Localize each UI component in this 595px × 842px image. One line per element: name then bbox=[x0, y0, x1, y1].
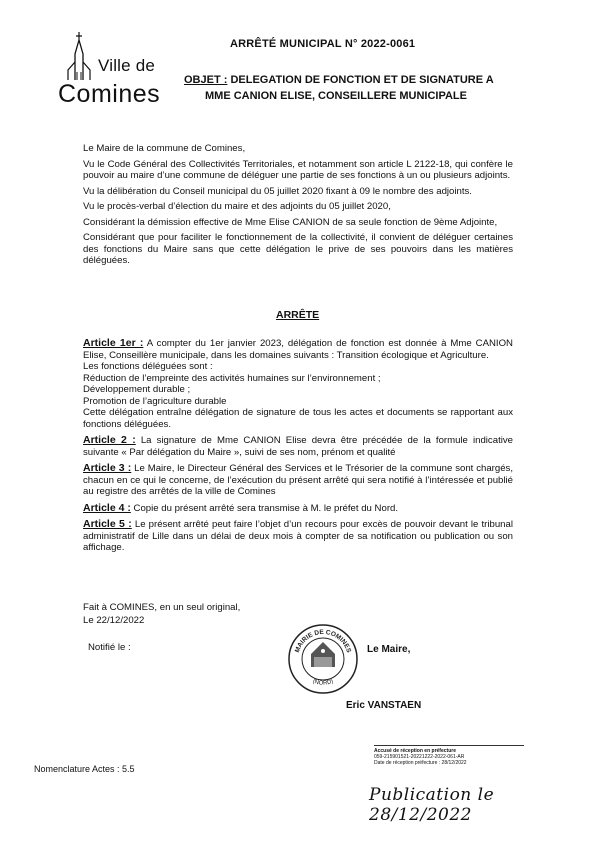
preamble-line: Vu la délibération du Conseil municipal du 05 juillet 2020 fixant à 09 le nombre des adjoints. bbox=[83, 185, 472, 197]
preamble-line: Vu le procès-verbal d’élection du maire et des adjoints du 05 juillet 2020, bbox=[83, 201, 391, 212]
article-5-text: Le présent arrêté peut faire l’objet d’un recours pour excès de pouvoir devant le tribunal administratif de Lille dans un délai de deux mois à compter de sa notification ou publication ou son affichage. bbox=[83, 519, 513, 553]
logo-ville-text: Ville de bbox=[98, 56, 156, 75]
article-4-text: Copie du présent arrêté sera transmise à M. le préfet du Nord. bbox=[130, 502, 399, 514]
notifie-label: Notifié le : bbox=[88, 642, 131, 653]
article-4 bbox=[83, 503, 513, 515]
article-1-item: Promotion de l’agriculture durable bbox=[83, 395, 227, 407]
church-logo-icon bbox=[62, 32, 96, 87]
nomenclature: Nomenclature Actes : 5.5 bbox=[34, 764, 135, 774]
article-1-item: Réduction de l’empreinte des activités humaines sur l’environnement ; bbox=[83, 372, 381, 384]
objet-line-1 bbox=[184, 74, 494, 86]
article-1-item: Développement durable ; bbox=[83, 384, 191, 395]
article-1 bbox=[83, 338, 513, 361]
preamble-line: Le Maire de la commune de Comines, bbox=[83, 143, 246, 154]
article-5 bbox=[83, 519, 513, 554]
article-1-label: Article 1er : bbox=[83, 337, 144, 349]
preamble-line: Vu le Code Général des Collectivités Territoriales, et notamment son article L 2122-18, qui confère le pouvoir au maire d’une commune de déléguer une partie de ses fonctions à un ou plusieurs adjoints. bbox=[83, 158, 513, 181]
arrete-heading: ARRÊTE bbox=[276, 309, 320, 321]
preamble bbox=[83, 143, 513, 267]
logo-comines-text: Comines bbox=[58, 80, 161, 108]
seal-bottom-text: (NORD) bbox=[311, 678, 335, 687]
stamp-line-2: 059-215901521-20221222-2022-061-AR bbox=[374, 754, 465, 760]
objet-line-2: MME CANION ELISE, CONSEILLERE MUNICIPALE bbox=[205, 90, 467, 102]
article-5-label: Article 5 : bbox=[83, 518, 132, 530]
article-4-label: Article 4 : bbox=[83, 501, 131, 514]
document-title: ARRÊTÉ MUNICIPAL N° 2022-0061 bbox=[230, 38, 416, 50]
mairie-seal-icon bbox=[286, 622, 360, 701]
fait-date: Le 22/12/2022 bbox=[83, 615, 145, 626]
article-1-text: A compter du 1er janvier 2023, délégation de fonction est donnée à Mme CANION Elise, Conseillère municipale, dans les domaines suivants : Transition écologique et Agriculture. bbox=[83, 338, 513, 361]
stamp-line-1: Accusé de réception en préfecture bbox=[374, 748, 456, 754]
signer-name: Eric VANSTAEN bbox=[346, 700, 422, 711]
preamble-line: Considérant que pour faciliter le fonctionnement de la collectivité, il convient de déléguer certaines des fonctions du Maire sans que cette délégation le prive de ses pouvoirs dans les matières déléguées. bbox=[83, 232, 513, 266]
seal-top-text: MAIRIE DE COMINES bbox=[293, 628, 353, 654]
stamp-line-3: Date de réception préfecture : 28/12/2022 bbox=[374, 760, 467, 766]
article-1-end: Cette délégation entraîne délégation de signature de tous les actes et documents se rapportant aux fonctions déléguées. bbox=[83, 407, 513, 430]
article-2-text: La signature de Mme CANION Elise devra être précédée de la formule indicative suivante « Par délégation du Maire », suivi de ses nom, prénom et qualité bbox=[83, 435, 513, 458]
maire-label: Le Maire, bbox=[367, 644, 411, 655]
article-1-list-intro: Les fonctions déléguées sont : bbox=[83, 361, 213, 372]
article-3-label: Article 3 : bbox=[83, 462, 132, 474]
articles bbox=[83, 338, 513, 554]
publication-handwritten: Publication le 28/12/2022 bbox=[369, 785, 495, 825]
preamble-line: Considérant la démission effective de Mme Elise CANION de sa seule fonction de 9ème Adjointe, bbox=[83, 216, 498, 228]
fait-line: Fait à COMINES, en un seul original, bbox=[83, 602, 241, 613]
article-2 bbox=[83, 435, 513, 458]
receipt-stamp bbox=[374, 745, 524, 766]
objet-label: OBJET : bbox=[184, 74, 228, 86]
objet-text-1: DELEGATION DE FONCTION ET DE SIGNATURE A bbox=[227, 74, 494, 86]
fait-block bbox=[83, 601, 240, 627]
article-2-label: Article 2 : bbox=[83, 434, 136, 446]
article-3-text: Le Maire, le Directeur Général des Services et le Trésorier de la commune sont chargés, chacun en ce qui le concerne, de l’exécution du présent arrêté qui sera notifié à l’intéressée et publié au registre des arrêtés de la ville de Comines bbox=[83, 463, 513, 497]
article-3 bbox=[83, 463, 513, 498]
